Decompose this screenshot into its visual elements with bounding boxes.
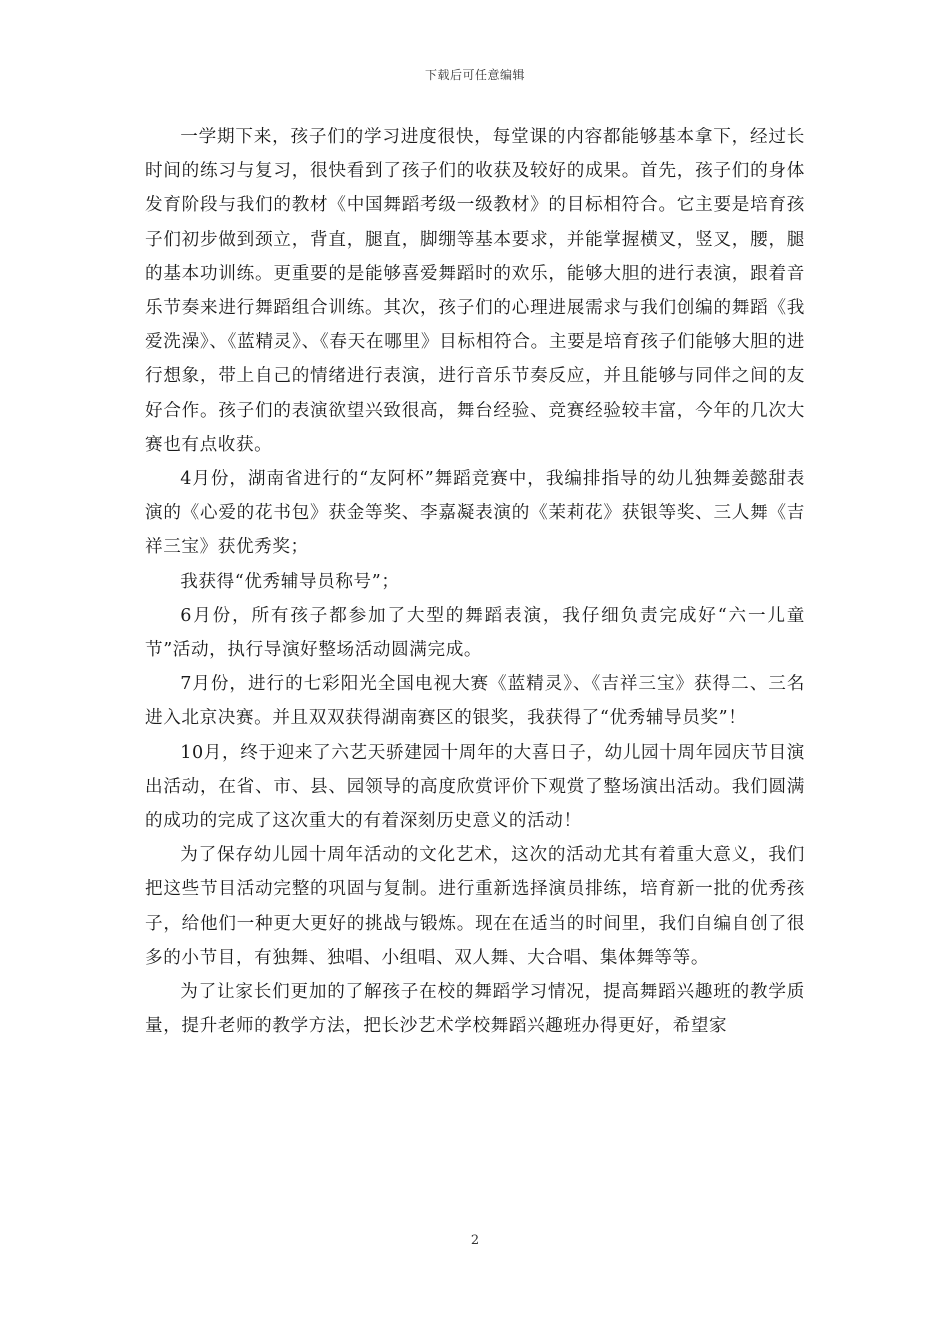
page-number: 2 xyxy=(470,1233,480,1248)
page-header: 下载后可任意编辑 xyxy=(424,68,525,82)
paragraph-award-title: 我获得“优秀辅导员称号”； xyxy=(180,571,400,592)
paragraph-preservation: 为了保存幼儿园十周年活动的文化艺术，这次的活动尤其有着重大意义，我们把这些节目活动完整的巩固与复制。进行重新选择演员排练，培育新一批的优秀孩子，给他们一种更大更好的挑战与锻炼。现在在适当的时间里，我们自编自创了很多的小节目，有独舞、独唱、小组唱、双人舞、大合唱、集体舞等等。 xyxy=(145,845,805,968)
document-body xyxy=(145,120,805,1043)
paragraph-april-competition: 4月份，湖南省进行的“友阿杯”舞蹈竞赛中，我编排指导的幼儿独舞姜懿甜表演的《心爱的花书包》获金等奖、李嘉凝表演的《茉莉花》获银等奖、三人舞《吉祥三宝》获优秀奖； xyxy=(145,469,805,558)
paragraph-june-performance: 6月份，所有孩子都参加了大型的舞蹈表演，我仔细负责完成好“六一儿童节”活动，执行导演好整场活动圆满完成。 xyxy=(145,605,805,661)
paragraph-july-contest: 7月份，进行的七彩阳光全国电视大赛《蓝精灵》、《吉祥三宝》获得二、三名进入北京决赛。并且双双获得湖南赛区的银奖，我获得了“优秀辅导员奖”！ xyxy=(145,674,805,729)
paragraph-parents: 为了让家长们更加的了解孩子在校的舞蹈学习情况，提高舞蹈兴趣班的教学质量，提升老师的教学方法，把长沙艺术学校舞蹈兴趣班办得更好，希望家 xyxy=(145,982,805,1037)
paragraph-semester-summary: 一学期下来，孩子们的学习进度很快，每堂课的内容都能够基本拿下，经过长时间的练习与复习，很快看到了孩子们的收获及较好的成果。首先，孩子们的身体发育阶段与我们的教材《中国舞蹈考级一级教材》的目标相符合。它主要是培育孩子们初步做到颈立，背直，腿直，脚绷等基本要求，并能掌握横叉，竖叉，腰，腿的基本功训练。更重要的是能够喜爱舞蹈时的欢乐，能够大胆的进行表演，跟着音乐节奏来进行舞蹈组合训练。其次，孩子们的心理进展需求与我们创编的舞蹈《我爱洗澡》、《蓝精灵》、《春天在哪里》目标相符合。主要是培育孩子们能够大胆的进行想象，带上自己的情绪进行表演，进行音乐节奏反应，并且能够与同伴之间的友好合作。孩子们的表演欲望兴致很高，舞台经验、竞赛经验较丰富，今年的几次大赛也有点收获。 xyxy=(145,127,805,455)
paragraph-october-anniversary: 10月，终于迎来了六艺天骄建园十周年的大喜日子，幼儿园十周年园庆节目演出活动，在省、市、县、园领导的高度欣赏评价下观赏了整场演出活动。我们圆满的成功的完成了这次重大的有着深刻历史意义的活动！ xyxy=(145,742,805,832)
